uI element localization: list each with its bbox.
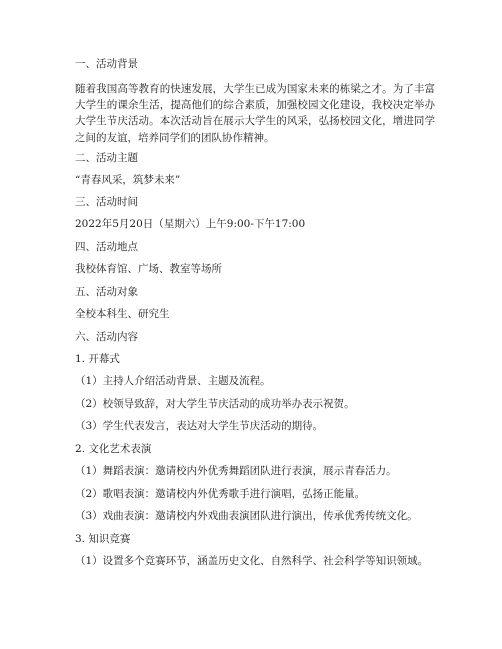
theme-text: “青春风采，筑梦未来” <box>75 174 181 186</box>
item-opening-line-2: （2）校领导致辞，对大学生节庆活动的成功举办表示祝贺。 <box>75 398 355 410</box>
item-performance-line-1: （1）舞蹈表演：邀请校内外优秀舞蹈团队进行表演，展示青春活力。 <box>75 465 397 477</box>
section-heading-theme: 二、活动主题 <box>75 152 138 164</box>
time-text: 2022年5月20日（星期六）上午9:00-下午17:00 <box>75 218 306 230</box>
item-performance-line-3: （3）戏曲表演：邀请校内外戏曲表演团队进行演出，传承优秀传统文化。 <box>75 510 418 522</box>
item-opening-line-1: （1）主持人介绍活动背景、主题及流程。 <box>75 375 271 387</box>
section-heading-participants: 五、活动对象 <box>75 286 138 298</box>
section-heading-background: 一、活动背景 <box>75 58 138 70</box>
participants-text: 全校本科生、研究生 <box>75 308 170 320</box>
item-performance-title: 2. 文化艺术表演 <box>75 443 152 455</box>
section-heading-location: 四、活动地点 <box>75 241 138 253</box>
background-paragraph: 随着我国高等教育的快速发展，大学生已成为国家未来的栋梁之才。为了丰富大学生的课余生活，提高他们的综合素质，加强校园文化建设，我校决定举办大学生节庆活动。本次活动旨在展示大学生的风采，弘扬校园文化，增进同学之间的友谊，培养同学们的团队协作精神。 <box>75 83 435 144</box>
item-performance-line-2: （2）歌唱表演：邀请校内外优秀歌手进行演唱，弘扬正能量。 <box>75 488 366 500</box>
item-quiz-title: 3. 知识竞赛 <box>75 533 131 545</box>
item-opening-line-3: （3）学生代表发言，表达对大学生节庆活动的期待。 <box>75 420 324 432</box>
item-opening-title: 1. 开幕式 <box>75 353 120 365</box>
item-quiz-line-1: （1）设置多个竞赛环节，涵盖历史文化、自然科学、社会科学等知识领域。 <box>75 555 429 567</box>
section-heading-content: 六、活动内容 <box>75 331 138 343</box>
section-heading-time: 三、活动时间 <box>75 196 138 208</box>
location-text: 我校体育馆、广场、教室等场所 <box>75 263 222 275</box>
